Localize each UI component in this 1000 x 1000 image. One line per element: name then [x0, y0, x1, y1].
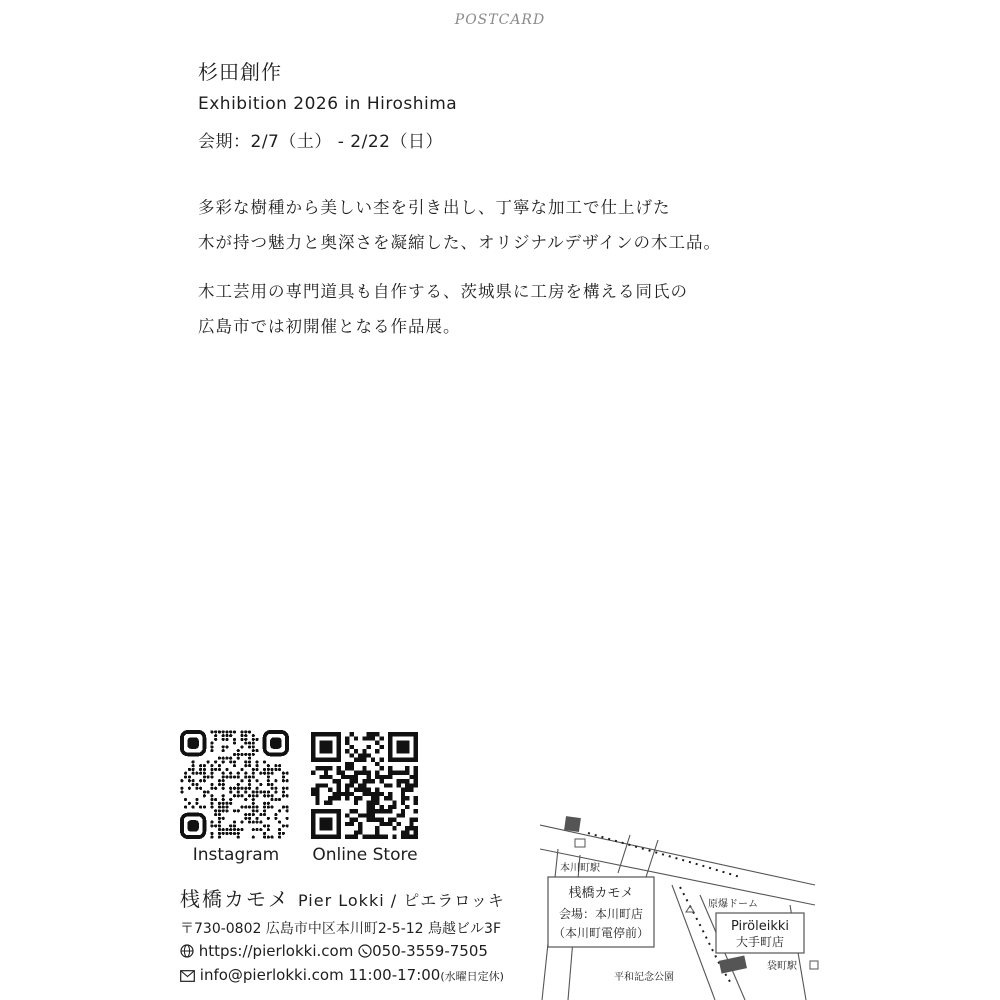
map-venue-name: 桟橋カモメ — [568, 886, 634, 901]
phone-icon — [358, 944, 372, 958]
instagram-label: Instagram — [192, 845, 280, 865]
shop-address: 〒730-0802 広島市中区本川町2-5-12 鳥越ビル3F — [180, 921, 501, 937]
shop-url-link[interactable]: https://pierlokki.com — [198, 942, 354, 960]
web-phone-line — [180, 942, 488, 960]
map-branch-name: Piröleikki — [730, 919, 790, 934]
map-venue-branch: 会場：本川町店 — [558, 907, 644, 921]
description-line: 木工芸用の専門道具も自作する、茨城県に工房を構える同氏の — [198, 282, 688, 301]
shop-holiday: (水曜日定休) — [440, 970, 504, 983]
map-park-label: 平和記念公園 — [614, 972, 674, 983]
online-store-qr-code[interactable] — [311, 732, 418, 839]
mail-hours-line — [180, 966, 504, 984]
dome-icon — [686, 906, 694, 912]
map-branch-sub: 大手町店 — [735, 935, 785, 949]
artist-name: 杉田創作 — [198, 60, 282, 84]
shop-phone[interactable]: 050-3559-7505 — [372, 942, 488, 960]
station-honkawa-marker — [564, 816, 581, 832]
shop-name-en: Pier Lokki / ピエラロッキ — [298, 891, 505, 910]
map-dome-label: 原爆ドーム — [708, 899, 758, 910]
online-store-label: Online Store — [312, 845, 418, 865]
tram-line — [588, 833, 740, 877]
globe-icon — [180, 944, 194, 958]
map-station-fukuro: 袋町駅 — [767, 961, 797, 972]
map-station-honkawa: 本川町駅 — [560, 863, 600, 874]
description-line: 広島市では初開催となる作品展。 — [198, 317, 461, 336]
station-fukuro-marker — [719, 955, 747, 973]
exhibition-period: 会期：2/7（土） - 2/22（日） — [198, 132, 443, 152]
description-line: 多彩な樹種から美しい杢を引き出し、丁寧な加工で仕上げた — [198, 198, 671, 217]
postcard-label: POSTCARD — [454, 12, 546, 28]
shop-email-link[interactable]: info@pierlokki.com — [199, 966, 344, 984]
exhibition-title: Exhibition 2026 in Hiroshima — [198, 94, 458, 114]
access-map — [540, 815, 830, 1000]
mail-icon — [180, 970, 195, 982]
description-line: 木が持つ魅力と奥深さを凝縮した、オリジナルデザインの木工品。 — [198, 233, 722, 252]
shop-name — [180, 883, 505, 912]
instagram-qr-code[interactable] — [180, 730, 289, 839]
map-venue-note: （本川町電停前） — [552, 926, 650, 940]
shop-hours: 11:00-17:00 — [348, 966, 441, 984]
shop-name-ja: 桟橋カモメ — [180, 887, 290, 911]
